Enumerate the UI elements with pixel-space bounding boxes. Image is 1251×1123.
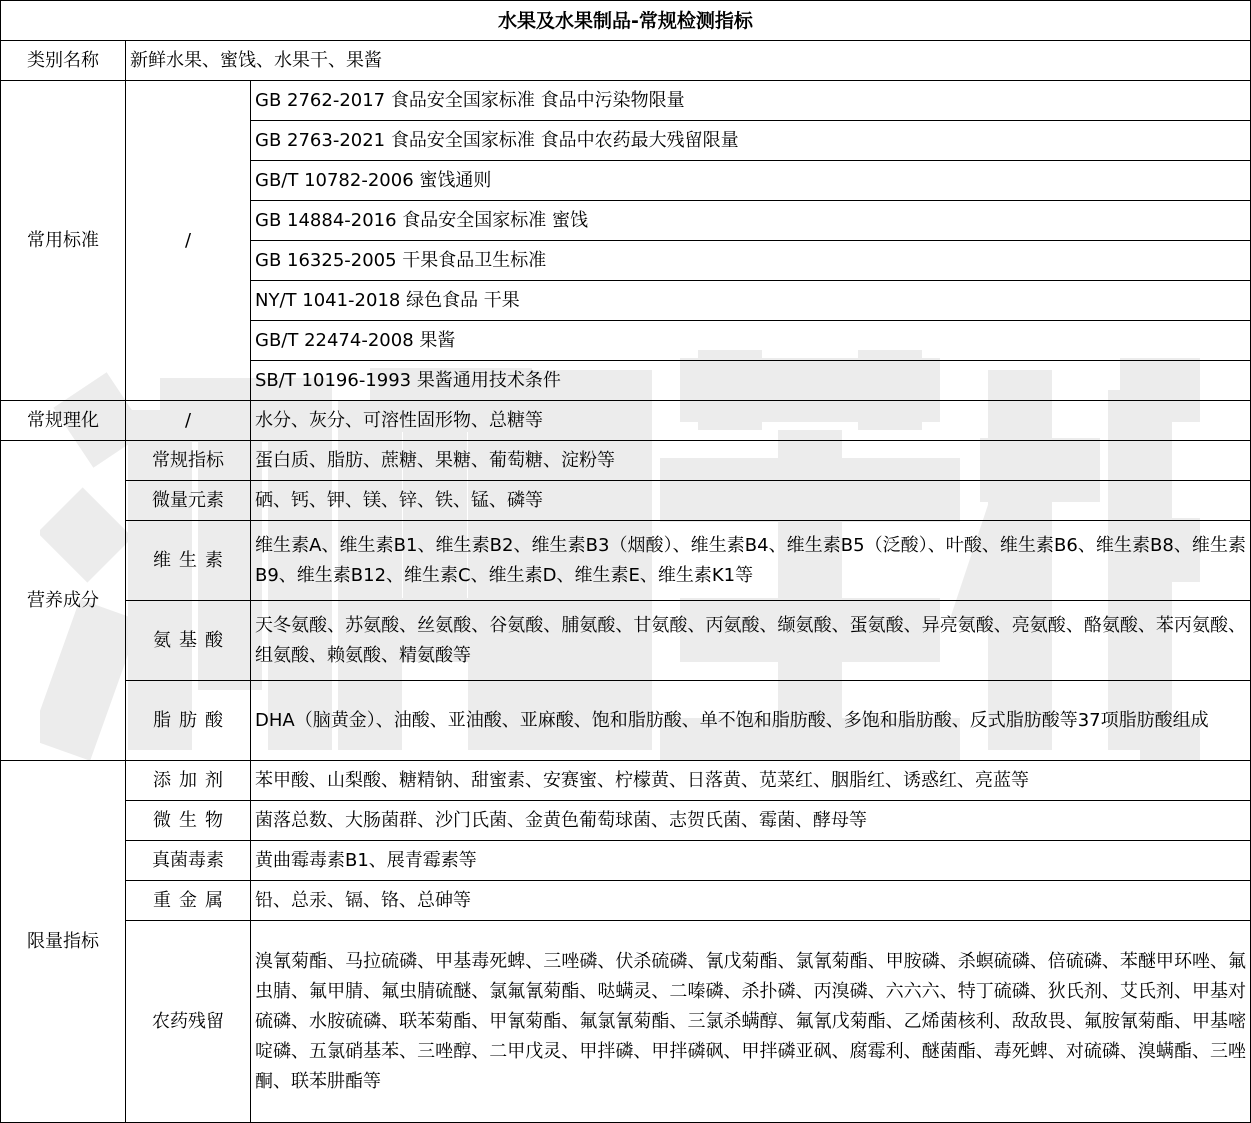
- nutrition-value: DHA（脑黄金）、油酸、亚油酸、亚麻酸、饱和脂肪酸、单不饱和脂肪酸、多饱和脂肪酸、反式脂肪酸等37项脂肪酸组成: [251, 681, 1251, 761]
- standard-item: GB 16325-2005 干果食品卫生标准: [251, 241, 1251, 281]
- nutrition-row: [1, 601, 1251, 681]
- limits-row: [1, 841, 1251, 881]
- limits-row: [1, 761, 1251, 801]
- physchem-value: 水分、灰分、可溶性固形物、总糖等: [251, 401, 1251, 441]
- nutrition-sub: 氨基酸: [126, 601, 251, 681]
- category-label: 类别名称: [1, 41, 126, 81]
- standards-sub: /: [126, 81, 251, 401]
- limits-sub: 添加剂: [126, 761, 251, 801]
- limits-value: 黄曲霉毒素B1、展青霉素等: [251, 841, 1251, 881]
- nutrition-value: 天冬氨酸、苏氨酸、丝氨酸、谷氨酸、脯氨酸、甘氨酸、丙氨酸、缬氨酸、蛋氨酸、异亮氨酸、亮氨酸、酪氨酸、苯丙氨酸、组氨酸、赖氨酸、精氨酸等: [251, 601, 1251, 681]
- limits-row: [1, 881, 1251, 921]
- nutrition-sub: 微量元素: [126, 481, 251, 521]
- nutrition-row: [1, 521, 1251, 601]
- nutrition-row: [1, 441, 1251, 481]
- limits-value: 铅、总汞、镉、铬、总砷等: [251, 881, 1251, 921]
- nutrition-sub: 常规指标: [126, 441, 251, 481]
- limits-sub: 微生物: [126, 801, 251, 841]
- limits-sub: 农药残留: [126, 921, 251, 1123]
- table-title: 水果及水果制品-常规检测指标: [1, 1, 1251, 41]
- nutrition-row: [1, 681, 1251, 761]
- physchem-label: 常规理化: [1, 401, 126, 441]
- standard-row: [1, 81, 1251, 121]
- limits-row: [1, 801, 1251, 841]
- standard-item: GB/T 22474-2008 果酱: [251, 321, 1251, 361]
- limits-sub: 真菌毒素: [126, 841, 251, 881]
- limits-sub: 重金属: [126, 881, 251, 921]
- standard-item: GB/T 10782-2006 蜜饯通则: [251, 161, 1251, 201]
- nutrition-sub: 脂肪酸: [126, 681, 251, 761]
- nutrition-row: [1, 481, 1251, 521]
- nutrition-label: 营养成分: [1, 441, 126, 761]
- limits-value: 苯甲酸、山梨酸、糖精钠、甜蜜素、安赛蜜、柠檬黄、日落黄、苋菜红、胭脂红、诱惑红、亮蓝等: [251, 761, 1251, 801]
- category-value: 新鲜水果、蜜饯、水果干、果酱: [126, 41, 1251, 81]
- limits-value: 溴氰菊酯、马拉硫磷、甲基毒死蜱、三唑磷、伏杀硫磷、氰戊菊酯、氯氰菊酯、甲胺磷、杀螟硫磷、倍硫磷、苯醚甲环唑、氟虫腈、氟甲腈、氟虫腈硫醚、氯氟氰菊酯、哒螨灵、二嗪磷、杀扑磷、丙溴磷、六六六、特丁硫磷、狄氏剂、艾氏剂、甲基对硫磷、水胺硫磷、联苯菊酯、甲氰菊酯、氟氯氰菊酯、三氯杀螨醇、氟氰戊菊酯、乙烯菌核利、敌敌畏、氟胺氰菊酯、甲基嘧啶磷、五氯硝基苯、三唑醇、二甲戊灵、甲拌磷、甲拌磷砜、甲拌磷亚砜、腐霉利、醚菌酯、毒死蜱、对硫磷、溴螨酯、三唑酮、联苯肼酯等: [251, 921, 1251, 1123]
- standard-item: SB/T 10196-1993 果酱通用技术条件: [251, 361, 1251, 401]
- limits-value: 菌落总数、大肠菌群、沙门氏菌、金黄色葡萄球菌、志贺氏菌、霉菌、酵母等: [251, 801, 1251, 841]
- standard-item: GB 2762-2017 食品安全国家标准 食品中污染物限量: [251, 81, 1251, 121]
- standards-label: 常用标准: [1, 81, 126, 401]
- limits-label: 限量指标: [1, 761, 126, 1123]
- standard-item: GB 14884-2016 食品安全国家标准 蜜饯: [251, 201, 1251, 241]
- limits-row: [1, 921, 1251, 1123]
- nutrition-value: 蛋白质、脂肪、蔗糖、果糖、葡萄糖、淀粉等: [251, 441, 1251, 481]
- nutrition-value: 硒、钙、钾、镁、锌、铁、锰、磷等: [251, 481, 1251, 521]
- standard-item: NY/T 1041-2018 绿色食品 干果: [251, 281, 1251, 321]
- physchem-sub: /: [126, 401, 251, 441]
- physchem-row: [1, 401, 1251, 441]
- nutrition-value: 维生素A、维生素B1、维生素B2、维生素B3（烟酸）、维生素B4、维生素B5（泛酸）、叶酸、维生素B6、维生素B8、维生素B9、维生素B12、维生素C、维生素D、维生素E、维生素K1等: [251, 521, 1251, 601]
- standard-item: GB 2763-2021 食品安全国家标准 食品中农药最大残留限量: [251, 121, 1251, 161]
- nutrition-sub: 维生素: [126, 521, 251, 601]
- category-row: [1, 41, 1251, 81]
- title-row: [1, 1, 1251, 41]
